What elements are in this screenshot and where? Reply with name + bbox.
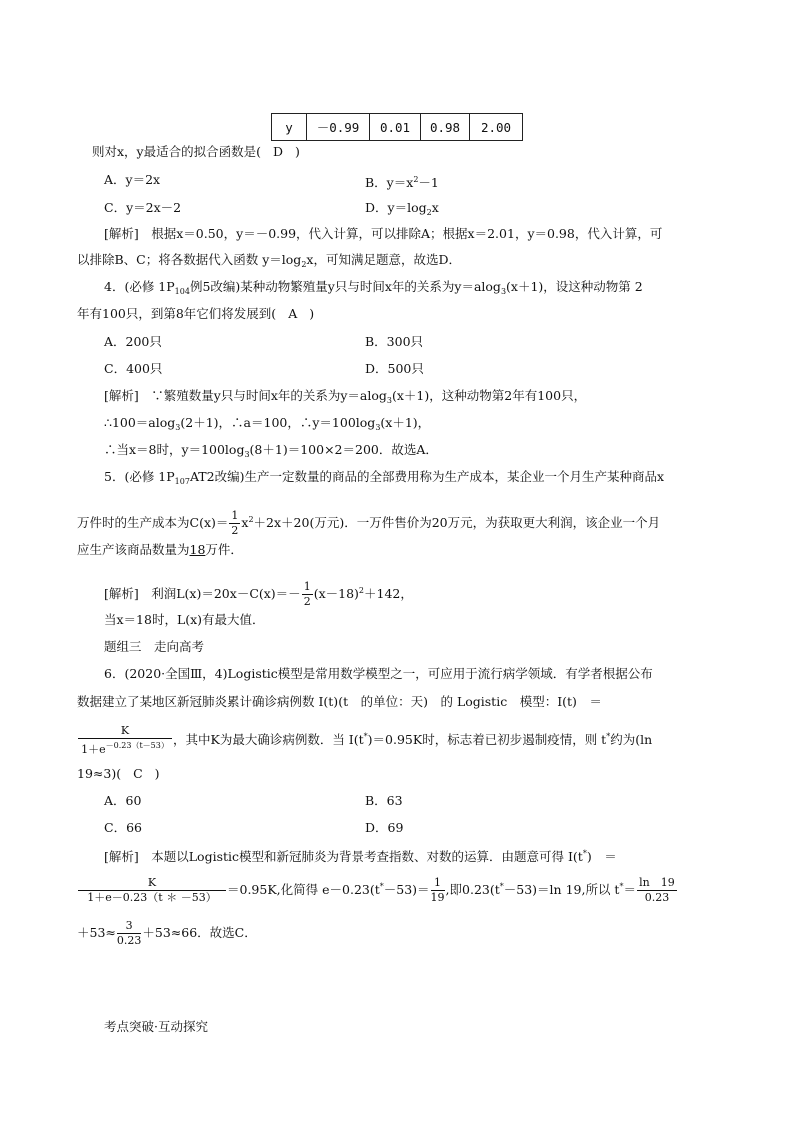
section-heading: 题组三 走向高考 [104, 639, 205, 654]
q6-analysis-line1: [解析] 本题以Logistic模型和新冠肺炎为背景考查指数、对数的运算．由题意可得 I(t*) ＝ [104, 849, 617, 864]
q3-answer: D [273, 144, 284, 159]
q3-option-b: B．$y=x^2-1$ [365, 175, 439, 190]
table-cell: －0.99 [307, 114, 370, 141]
q6-option-b: B．63 [365, 793, 403, 808]
table-cell: 0.98 [421, 114, 470, 141]
q6-option-c: C．66 [104, 820, 142, 835]
q5-line3: 应生产该商品数量为18万件． [77, 542, 243, 557]
q6-line4: 19≈3)( C ) [77, 766, 160, 781]
fraction: $\frac{1}{19}$ [430, 876, 445, 904]
q6-line1: 6．(2020·全国Ⅲ，4)Logistic模型是常用数学模型之一，可应用于流行病学领域．有学者根据公布 [104, 666, 653, 681]
q4-analysis-line3: ∴当x＝8时，$y=100\log_3(8+1)=100\times 2=200$．故选A． [104, 442, 438, 459]
q3-stem: 则对x，y最适合的拟合函数是( D ) [92, 144, 300, 159]
q6-option-a: A．60 [104, 793, 142, 808]
q4-option-b: B．300只 [365, 334, 424, 349]
table-cell: 0.01 [370, 114, 421, 141]
table-row [272, 114, 523, 141]
q6-line3: $\frac{K}{1+e^{-0.23(t-53)}}$ ，其中K为最大确诊病例数．当 I(t*)＝0.95K时，标志着已初步遏制疫情，则 t*约为(ln [77, 720, 652, 757]
q3-option-d: D．$y=\log_2x$ [365, 200, 439, 217]
q4-line1: 4．(必修 $1P_{104}$例5改编)某种动物繁殖量y只与时间x年的关系为y＝alog$_3$(x＋1)，设这种动物第 2 [104, 279, 643, 296]
table-cell: 2.00 [470, 114, 523, 141]
fraction: $\frac{\ln 19}{0.23}$ [637, 876, 677, 905]
q6-option-d: D．69 [365, 820, 404, 835]
q4-option-a: A．200只 [104, 334, 162, 349]
data-table [271, 113, 523, 141]
fraction: $\frac{1}{2}$ [303, 580, 311, 608]
q4-analysis-line2: ∴100＝alog$_3$(2＋1)，∴a＝100，$\therefore y=100\log_3(x+1)$， [104, 415, 431, 432]
fraction: $\frac{K}{1+e^{-0.23(t-53)}}$ [78, 724, 172, 757]
q6-analysis-line2: $\frac{K}{1+e-0.23(t * -53)}$ ＝0.95K,化简得 e－0.23(t*－53)＝ $\frac{1}{19}$ ,即0.23(t*－53)＝ln 19,所以 t*＝ $\frac{\ln 19}{0.23}$ [77, 870, 678, 907]
q4-option-d: D．500只 [365, 361, 424, 376]
q3-analysis-line1: [解析] 根据x＝0.50，y＝－0.99，代入计算，可以排除A；根据x＝2.01，y＝0.98，代入计算，可 [104, 226, 663, 241]
q5-analysis-line1: [解析] 利润L(x)＝20x－C(x)＝－ $\frac{1}{2}$ $(x-18)^2+142$， [104, 580, 413, 608]
q5-analysis-line2: 当x＝18时，L(x)有最大值． [104, 612, 265, 627]
q5-line2: 万件时的生产成本为C(x)＝ $\frac{1}{2}$ $x^2+2x+20$(万元)．一万件售价为20万元，为获取更大利润，该企业一个月 [77, 509, 661, 537]
q3-analysis-line2: 以排除B、C；将各数据代入函数 $y=\log_2x$，可知满足题意，故选D． [77, 252, 461, 269]
q6-answer: C [133, 766, 143, 781]
fraction: $\frac{K}{1+e-0.23(t * -53)}$ [78, 876, 226, 905]
q4-line2: 年有100只，到第8年它们将发展到( A ) [77, 306, 315, 321]
q5-answer: 18 [189, 542, 206, 557]
q3-option-a: A．y＝2x [104, 172, 161, 187]
q5-line1: 5．(必修 $1P_{107}AT2$改编)生产一定数量的商品的全部费用称为生产成本，某企业一个月生产某种商品x [104, 469, 665, 486]
q3-option-c: C．y＝2x－2 [104, 200, 182, 215]
q4-answer: A [288, 306, 298, 321]
table-cell-label: y [272, 114, 307, 141]
q6-analysis-line3: ＋53≈ $\frac{3}{0.23}$ ＋53≈66．故选C． [77, 919, 257, 947]
q6-line2: 数据建立了某地区新冠肺炎累计确诊病例数 I(t)(t 的单位：天) 的 Logistic 模型：I(t) ＝ [77, 694, 602, 709]
q4-analysis-line1: [解析] ∵繁殖数量y只与时间x年的关系为y＝alog$_3$(x＋1)，这种动物第2年有100只， [104, 388, 587, 405]
fraction: $\frac{1}{2}$ [231, 509, 239, 537]
section-footer-title: 考点突破·互动探究 [104, 1019, 208, 1034]
fraction: $\frac{3}{0.23}$ [116, 919, 142, 947]
q4-option-c: C．400只 [104, 361, 163, 376]
